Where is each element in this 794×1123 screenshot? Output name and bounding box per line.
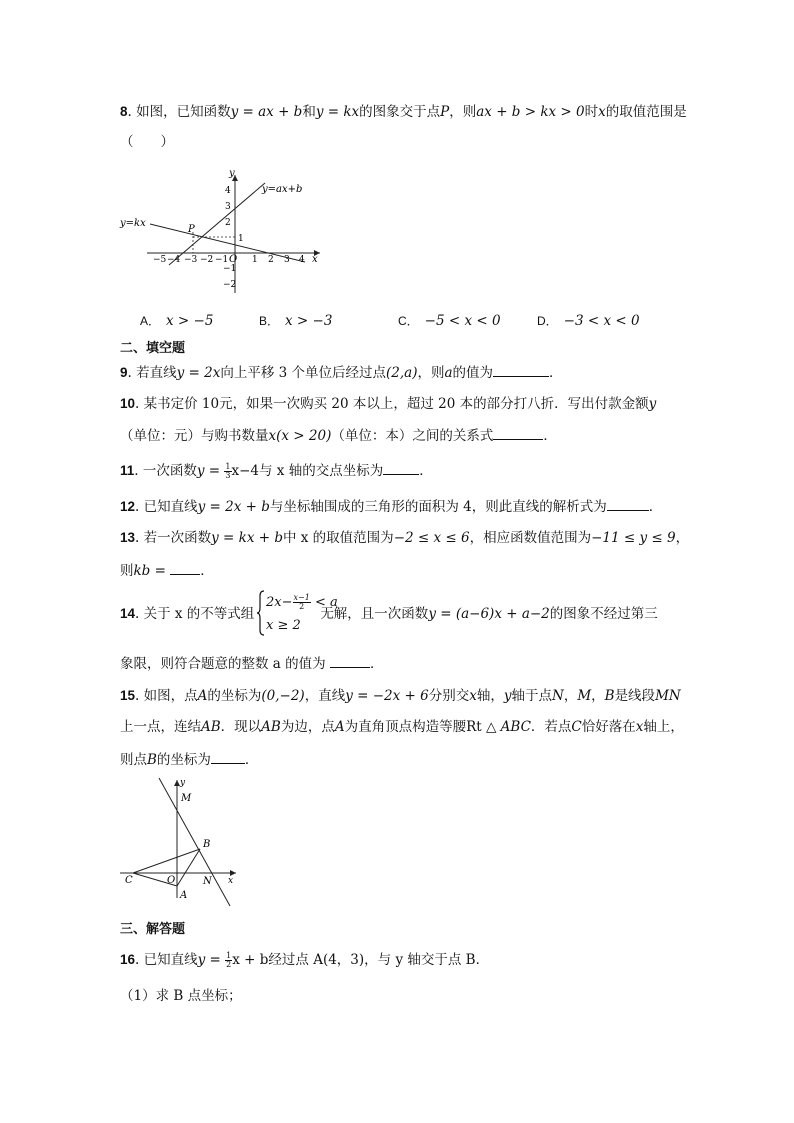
- q15-line1: 15. 如图，点A的坐标为(0,−2)，直线y = −2x + 6分别交x轴，y轴于点N，M，B是线段MN: [120, 688, 681, 704]
- q8-xtick: −4: [167, 255, 181, 265]
- q8-label-P: P: [188, 224, 195, 235]
- q8-ytick: 4: [225, 186, 231, 196]
- q14-system-brace: [256, 590, 266, 636]
- q9-answer-blank: [493, 364, 549, 377]
- q10-answer-blank: [493, 427, 543, 440]
- q8-ytick: −1: [223, 264, 237, 274]
- q15-label-B: B: [203, 839, 211, 850]
- q15-label-C: C: [125, 875, 133, 886]
- q16-part1: （1）求 B 点坐标；: [120, 988, 242, 1004]
- q10-line1: 10. 某书定价 10元，如果一次购买 20 本以上，超过 20 本的部分打八折．写出付款金额y: [120, 396, 657, 412]
- q15-label-N: N: [203, 876, 212, 887]
- q14-answer-blank: [330, 655, 370, 668]
- q8-xtick: 2: [268, 255, 274, 265]
- q8-option-c: C． −5 < x < 0: [398, 313, 501, 329]
- q8-option-d: D． −3 < x < 0: [537, 313, 640, 329]
- section-heading-solve: 三、解答题: [120, 921, 186, 936]
- section-heading-fill: 二、填空题: [120, 340, 186, 355]
- q14-fraction: $\frac{x-1}{2}$: [293, 593, 310, 611]
- q15-answer-blank: [211, 751, 245, 764]
- q8-option-a: A． x > −5: [140, 313, 214, 329]
- q14-line2: 象限，则符合题意的整数 a 的值为 ．: [120, 656, 384, 672]
- q8-ytick: 2: [225, 218, 231, 228]
- q9-line: 9. 若直线y = 2x向上平移 3 个单位后经过点(2,a)，则a的值为 ．: [120, 365, 563, 381]
- q16-line: 16. 已知直线y = $\frac{1}{2}$ x + b经过点 A(4，3)，与 y 轴交于点 B．: [120, 951, 490, 969]
- q8-xtick: 3: [284, 255, 290, 265]
- q8-xtick: −5: [153, 255, 167, 265]
- q8-ytick: −2: [223, 280, 237, 290]
- q8-graph: [115, 165, 330, 295]
- q8-paren: （ ）: [120, 134, 174, 150]
- q11-fraction: $\frac{1}{3}$: [225, 462, 231, 480]
- q8-number: 8: [120, 104, 128, 119]
- q15-line3: 则点B的坐标为 ．: [120, 752, 259, 768]
- q15-graph: [118, 776, 243, 908]
- q8-label-O: O: [229, 254, 238, 265]
- q11-answer-blank: [383, 462, 419, 475]
- q13-line2: 则kb = ．: [120, 563, 214, 579]
- q8-xtick: 4: [299, 255, 305, 265]
- q15-segment-AB: [177, 849, 200, 886]
- q15-label-A: A: [180, 890, 188, 901]
- q15-label-x: x: [228, 876, 234, 886]
- q15-label-M: M: [181, 793, 192, 804]
- q14-system-row1: 2x− $\frac{x-1}{2}$ < a: [266, 593, 338, 611]
- q10-line2: （单位：元）与购书数量x(x > 20)（单位：本）之间的关系式 ．: [120, 428, 557, 444]
- q8-xtick: 1: [252, 255, 258, 265]
- q8-label-line2: y=kx: [120, 218, 146, 229]
- q8-xtick: −2: [200, 255, 214, 265]
- q13-line1: 13. 若一次函数y = kx + b中 x 的取值范围为−2 ≤ x ≤ 6，相应函数值范围为−11 ≤ y ≤ 9，: [120, 530, 690, 546]
- q8-xtick: −1: [215, 255, 229, 265]
- q15-label-O: O: [167, 875, 176, 886]
- q8-label-x: x: [312, 254, 318, 265]
- q8-label-line1: y=ax+b: [262, 184, 303, 195]
- q12-line: 12. 已知直线y = 2x + b与坐标轴围成的三角形的面积为 4，则此直线的解析式为 ．: [120, 499, 663, 515]
- q8-label-y: y: [229, 168, 235, 179]
- q15-label-y: y: [180, 778, 186, 788]
- q15-segment-CB: [133, 849, 200, 873]
- q13-answer-blank: [170, 562, 200, 575]
- q8-ytick: 3: [225, 202, 231, 212]
- q12-answer-blank: [607, 498, 649, 511]
- q16-fraction: $\frac{1}{2}$: [226, 951, 232, 969]
- q14-system-row2: x ≥ 2: [266, 618, 301, 633]
- q15-line2: 上一点，连结AB．现以AB为边，点A为直角顶点构造等腰Rt △ ABC．若点C恰好落在x轴上，: [120, 719, 684, 735]
- q14-line1: 14. 关于 x 的不等式组 无解，且一次函数y = (a−6)x + a−2的图象不经过第三: [120, 606, 658, 622]
- q8-option-b: B． x > −3: [259, 313, 333, 329]
- q8-line1: 8. 如图，已知函数y = ax + b和y = kx的图象交于点P，则ax + b > kx > 0时x的取值范围是: [120, 104, 687, 120]
- q15-line-MN: [159, 778, 230, 906]
- q11-line: 11. 一次函数y = $\frac{1}{3}$ x−4与 x 轴的交点坐标为 ．: [120, 462, 433, 480]
- q8-ytick: 1: [238, 234, 244, 244]
- q8-xtick: −3: [184, 255, 198, 265]
